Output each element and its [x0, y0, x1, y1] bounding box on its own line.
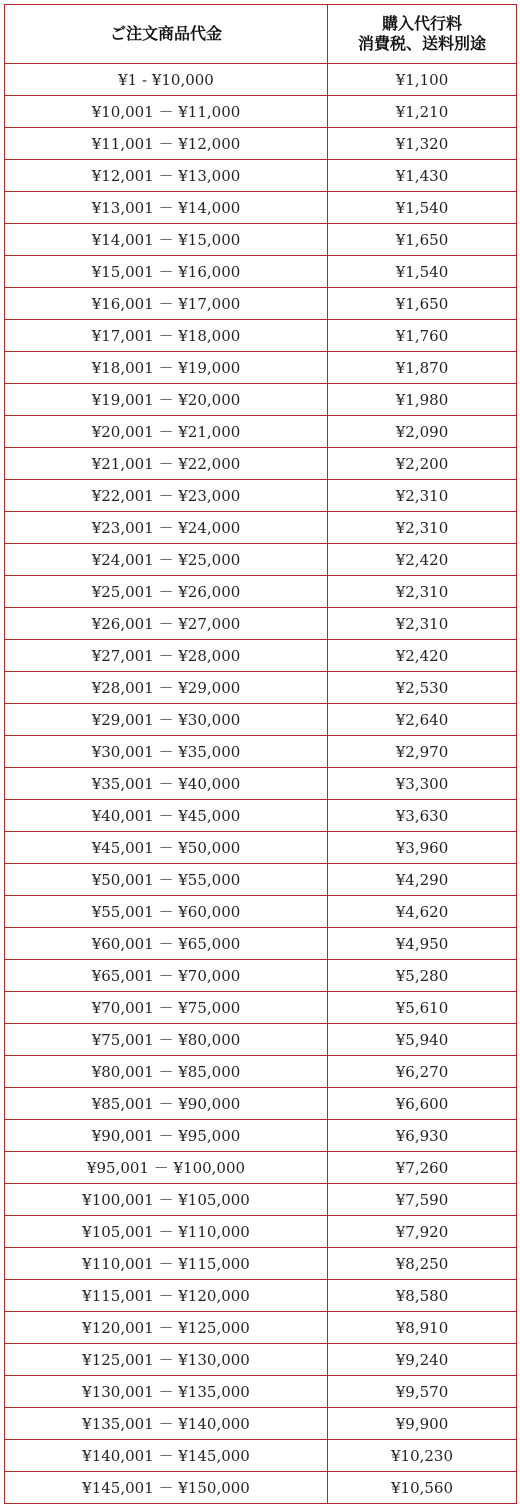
purchase-fee-value: ¥4,290 [328, 864, 517, 896]
order-amount-range: ¥18,001 － ¥19,000 [5, 352, 328, 384]
header-purchase-fee [328, 5, 517, 64]
header-purchase-fee-note: 消費税、送料別途 [357, 34, 486, 53]
purchase-fee-value: ¥1,320 [328, 128, 517, 160]
table-row [5, 1280, 517, 1312]
purchase-fee-value: ¥2,420 [328, 544, 517, 576]
purchase-fee-value: ¥2,200 [328, 448, 517, 480]
order-amount-range: ¥35,001 － ¥40,000 [5, 768, 328, 800]
order-amount-range: ¥22,001 － ¥23,000 [5, 480, 328, 512]
table-row [5, 1376, 517, 1408]
table-row [5, 960, 517, 992]
order-amount-range: ¥80,001 － ¥85,000 [5, 1056, 328, 1088]
header-order-amount-label: ご注文商品代金 [109, 24, 222, 43]
purchase-fee-value: ¥8,910 [328, 1312, 517, 1344]
purchase-fee-value: ¥1,870 [328, 352, 517, 384]
purchase-fee-value: ¥1,430 [328, 160, 517, 192]
purchase-fee-value: ¥4,950 [328, 928, 517, 960]
purchase-fee-value: ¥5,280 [328, 960, 517, 992]
order-amount-range: ¥23,001 － ¥24,000 [5, 512, 328, 544]
purchase-fee-value: ¥6,270 [328, 1056, 517, 1088]
order-amount-range: ¥28,001 － ¥29,000 [5, 672, 328, 704]
order-amount-range: ¥140,001 － ¥145,000 [5, 1440, 328, 1472]
table-row [5, 800, 517, 832]
purchase-fee-value: ¥1,650 [328, 288, 517, 320]
order-amount-range: ¥14,001 － ¥15,000 [5, 224, 328, 256]
fee-table [4, 4, 517, 1504]
order-amount-range: ¥100,001 － ¥105,000 [5, 1184, 328, 1216]
table-row [5, 736, 517, 768]
order-amount-range: ¥55,001 － ¥60,000 [5, 896, 328, 928]
table-row [5, 1472, 517, 1504]
table-row [5, 224, 517, 256]
purchase-fee-value: ¥2,090 [328, 416, 517, 448]
purchase-fee-value: ¥1,100 [328, 64, 517, 96]
table-row [5, 128, 517, 160]
purchase-fee-value: ¥2,310 [328, 576, 517, 608]
order-amount-range: ¥115,001 － ¥120,000 [5, 1280, 328, 1312]
order-amount-range: ¥90,001 － ¥95,000 [5, 1120, 328, 1152]
table-row [5, 480, 517, 512]
table-row [5, 768, 517, 800]
order-amount-range: ¥75,001 － ¥80,000 [5, 1024, 328, 1056]
order-amount-range: ¥13,001 － ¥14,000 [5, 192, 328, 224]
purchase-fee-value: ¥10,230 [328, 1440, 517, 1472]
table-row [5, 896, 517, 928]
purchase-fee-value: ¥3,300 [328, 768, 517, 800]
purchase-fee-value: ¥2,970 [328, 736, 517, 768]
purchase-fee-value: ¥5,940 [328, 1024, 517, 1056]
purchase-fee-value: ¥2,310 [328, 512, 517, 544]
header-purchase-fee-label: 購入代行料 [381, 14, 462, 33]
table-row [5, 256, 517, 288]
order-amount-range: ¥130,001 － ¥135,000 [5, 1376, 328, 1408]
table-row [5, 288, 517, 320]
order-amount-range: ¥15,001 － ¥16,000 [5, 256, 328, 288]
table-row [5, 1056, 517, 1088]
table-row [5, 1216, 517, 1248]
purchase-fee-value: ¥7,590 [328, 1184, 517, 1216]
order-amount-range: ¥105,001 － ¥110,000 [5, 1216, 328, 1248]
order-amount-range: ¥27,001 － ¥28,000 [5, 640, 328, 672]
purchase-fee-value: ¥3,960 [328, 832, 517, 864]
purchase-fee-value: ¥2,310 [328, 480, 517, 512]
table-row [5, 1184, 517, 1216]
purchase-fee-value: ¥10,560 [328, 1472, 517, 1504]
purchase-fee-value: ¥2,640 [328, 704, 517, 736]
table-row [5, 704, 517, 736]
header-row [5, 5, 517, 64]
order-amount-range: ¥30,001 － ¥35,000 [5, 736, 328, 768]
table-row [5, 1248, 517, 1280]
table-row [5, 192, 517, 224]
order-amount-range: ¥21,001 － ¥22,000 [5, 448, 328, 480]
table-row [5, 544, 517, 576]
purchase-fee-value: ¥6,600 [328, 1088, 517, 1120]
order-amount-range: ¥50,001 － ¥55,000 [5, 864, 328, 896]
order-amount-range: ¥19,001 － ¥20,000 [5, 384, 328, 416]
table-row [5, 576, 517, 608]
purchase-fee-value: ¥2,420 [328, 640, 517, 672]
table-row [5, 1440, 517, 1472]
table-row [5, 608, 517, 640]
table-row [5, 512, 517, 544]
table-row [5, 672, 517, 704]
order-amount-range: ¥24,001 － ¥25,000 [5, 544, 328, 576]
purchase-fee-value: ¥3,630 [328, 800, 517, 832]
order-amount-range: ¥65,001 － ¥70,000 [5, 960, 328, 992]
table-row [5, 320, 517, 352]
purchase-fee-value: ¥7,260 [328, 1152, 517, 1184]
order-amount-range: ¥17,001 － ¥18,000 [5, 320, 328, 352]
table-row [5, 864, 517, 896]
order-amount-range: ¥25,001 － ¥26,000 [5, 576, 328, 608]
order-amount-range: ¥95,001 － ¥100,000 [5, 1152, 328, 1184]
table-row [5, 832, 517, 864]
table-row [5, 1120, 517, 1152]
table-row [5, 64, 517, 96]
order-amount-range: ¥70,001 － ¥75,000 [5, 992, 328, 1024]
purchase-fee-value: ¥1,650 [328, 224, 517, 256]
table-row [5, 1024, 517, 1056]
purchase-fee-value: ¥1,760 [328, 320, 517, 352]
purchase-fee-value: ¥9,240 [328, 1344, 517, 1376]
order-amount-range: ¥110,001 － ¥115,000 [5, 1248, 328, 1280]
order-amount-range: ¥1 - ¥10,000 [5, 64, 328, 96]
header-order-amount [5, 5, 328, 64]
order-amount-range: ¥85,001 － ¥90,000 [5, 1088, 328, 1120]
table-row [5, 992, 517, 1024]
purchase-fee-value: ¥2,310 [328, 608, 517, 640]
order-amount-range: ¥29,001 － ¥30,000 [5, 704, 328, 736]
table-row [5, 1312, 517, 1344]
order-amount-range: ¥12,001 － ¥13,000 [5, 160, 328, 192]
purchase-fee-value: ¥9,570 [328, 1376, 517, 1408]
purchase-fee-value: ¥1,980 [328, 384, 517, 416]
table-row [5, 928, 517, 960]
purchase-fee-value: ¥1,210 [328, 96, 517, 128]
purchase-fee-value: ¥8,580 [328, 1280, 517, 1312]
order-amount-range: ¥45,001 － ¥50,000 [5, 832, 328, 864]
order-amount-range: ¥11,001 － ¥12,000 [5, 128, 328, 160]
purchase-fee-value: ¥9,900 [328, 1408, 517, 1440]
purchase-fee-value: ¥8,250 [328, 1248, 517, 1280]
order-amount-range: ¥125,001 － ¥130,000 [5, 1344, 328, 1376]
order-amount-range: ¥60,001 － ¥65,000 [5, 928, 328, 960]
table-row [5, 448, 517, 480]
order-amount-range: ¥120,001 － ¥125,000 [5, 1312, 328, 1344]
table-row [5, 384, 517, 416]
table-row [5, 352, 517, 384]
purchase-fee-value: ¥4,620 [328, 896, 517, 928]
table-row [5, 416, 517, 448]
purchase-fee-value: ¥1,540 [328, 192, 517, 224]
table-row [5, 640, 517, 672]
table-row [5, 1344, 517, 1376]
order-amount-range: ¥40,001 － ¥45,000 [5, 800, 328, 832]
purchase-fee-value: ¥1,540 [328, 256, 517, 288]
table-row [5, 160, 517, 192]
table-row [5, 1088, 517, 1120]
table-row [5, 1408, 517, 1440]
purchase-fee-value: ¥2,530 [328, 672, 517, 704]
fee-rows [5, 64, 517, 1504]
order-amount-range: ¥16,001 － ¥17,000 [5, 288, 328, 320]
purchase-fee-value: ¥7,920 [328, 1216, 517, 1248]
purchase-fee-value: ¥5,610 [328, 992, 517, 1024]
order-amount-range: ¥135,001 － ¥140,000 [5, 1408, 328, 1440]
order-amount-range: ¥10,001 － ¥11,000 [5, 96, 328, 128]
order-amount-range: ¥145,001 － ¥150,000 [5, 1472, 328, 1504]
table-row [5, 96, 517, 128]
order-amount-range: ¥26,001 － ¥27,000 [5, 608, 328, 640]
purchase-fee-value: ¥6,930 [328, 1120, 517, 1152]
order-amount-range: ¥20,001 － ¥21,000 [5, 416, 328, 448]
table-row [5, 1152, 517, 1184]
